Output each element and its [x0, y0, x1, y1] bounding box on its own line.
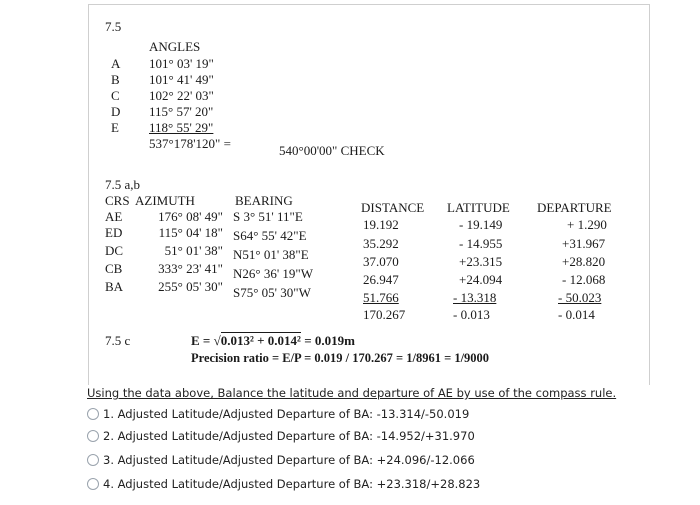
radio-button[interactable] [87, 454, 99, 466]
problem-label-7-5: 7.5 [105, 19, 122, 34]
header-latitude: LATITUDE [447, 200, 510, 215]
angle-value: 101° 41' 49" [149, 72, 214, 87]
azimuth-cell: 115° 04' 18" [158, 225, 223, 240]
distance-cell: 35.292 [363, 236, 399, 251]
latitude-cell: +23.315 [459, 254, 503, 269]
problem-label-7-5ab: 7.5 a,b [105, 177, 141, 192]
answer-option-label: 2. Adjusted Latitude/Adjusted Departure of BA: -14.952/+31.970 [103, 429, 475, 443]
answer-option-3[interactable] [87, 450, 475, 470]
angle-sum: 537°178'120" = [149, 136, 231, 151]
latitude-cell: - 19.149 [459, 217, 503, 232]
answer-option-label: 1. Adjusted Latitude/Adjusted Departure of BA: -13.314/-50.019 [103, 407, 470, 421]
bearing-cell: S64° 55' 42"E [233, 228, 307, 243]
azimuth-cell: 51° 01' 38" [164, 243, 223, 258]
answer-option-1[interactable] [87, 404, 469, 424]
error-formula [191, 333, 355, 349]
angle-letter: A [111, 56, 121, 71]
bearing-cell: S75° 05' 30"W [233, 285, 311, 300]
worksheet-image [88, 4, 650, 385]
crs-cell: AE [105, 209, 123, 224]
angles-header: ANGLES [149, 39, 201, 54]
answer-option-label: 3. Adjusted Latitude/Adjusted Departure of BA: +24.096/-12.066 [103, 453, 475, 467]
azimuth-cell: 255° 05' 30" [158, 279, 223, 294]
crs-cell: DC [105, 243, 124, 258]
angle-value: 101° 03' 19" [149, 56, 214, 71]
distance-cell: 26.947 [363, 272, 399, 287]
header-distance: DISTANCE [361, 200, 425, 215]
total-latitude: - 0.013 [453, 307, 490, 322]
distance-cell: 37.070 [363, 254, 399, 269]
angle-value: 102° 22' 03" [149, 88, 214, 103]
bearing-cell: N51° 01' 38"E [233, 247, 309, 262]
radio-button[interactable] [87, 430, 99, 442]
angle-letter: C [111, 88, 120, 103]
total-distance: 170.267 [363, 307, 406, 322]
sqrt-symbol: √ [213, 333, 221, 348]
total-departure: - 0.014 [558, 307, 595, 322]
answer-option-label: 4. Adjusted Latitude/Adjusted Departure of BA: +23.318/+28.823 [103, 477, 481, 491]
angle-letter: B [111, 72, 120, 87]
angle-value: 115° 57' 20" [149, 104, 214, 119]
distance-cell: 51.766 [363, 290, 399, 305]
departure-cell: - 50.023 [558, 290, 602, 305]
departure-cell: - 12.068 [562, 272, 606, 287]
crs-cell: CB [105, 261, 123, 276]
header-departure: DEPARTURE [537, 200, 612, 215]
latitude-cell: - 14.955 [459, 236, 503, 251]
angle-letter: D [111, 104, 121, 119]
error-result: = 0.019m [304, 333, 355, 348]
radio-button[interactable] [87, 478, 99, 490]
header-bearing: BEARING [235, 193, 293, 208]
crs-cell: BA [105, 279, 124, 294]
departure-cell: + 1.290 [567, 217, 607, 232]
radio-button[interactable] [87, 408, 99, 420]
departure-cell: +28.820 [562, 254, 606, 269]
azimuth-cell: 176° 08' 49" [158, 209, 223, 224]
angle-check: 540°00'00" CHECK [279, 143, 385, 158]
answer-option-2[interactable] [87, 426, 475, 446]
header-crs: CRS [105, 193, 130, 208]
error-prefix: E = [191, 333, 211, 348]
distance-cell: 19.192 [363, 217, 399, 232]
error-radicand: 0.013² + 0.014² [220, 333, 301, 348]
problem-label-7-5c: 7.5 c [105, 333, 131, 348]
angle-value: 118° 55' 29" [149, 120, 214, 135]
azimuth-cell: 333° 23' 41" [158, 261, 223, 276]
crs-cell: ED [105, 225, 123, 240]
bearing-cell: S 3° 51' 11"E [233, 209, 303, 224]
angle-letter: E [111, 120, 119, 135]
bearing-cell: N26° 36' 19"W [233, 266, 314, 281]
answer-option-4[interactable] [87, 474, 480, 494]
latitude-cell: - 13.318 [453, 290, 497, 305]
precision-ratio: Precision ratio = E/P = 0.019 / 170.267 = 1/8961 = 1/9000 [191, 351, 490, 365]
departure-cell: +31.967 [562, 236, 606, 251]
question-prompt: Using the data above, Balance the latitude and departure of AE by use of the compass rule. [87, 386, 617, 400]
header-azimuth: AZIMUTH [135, 193, 195, 208]
latitude-cell: +24.094 [459, 272, 503, 287]
